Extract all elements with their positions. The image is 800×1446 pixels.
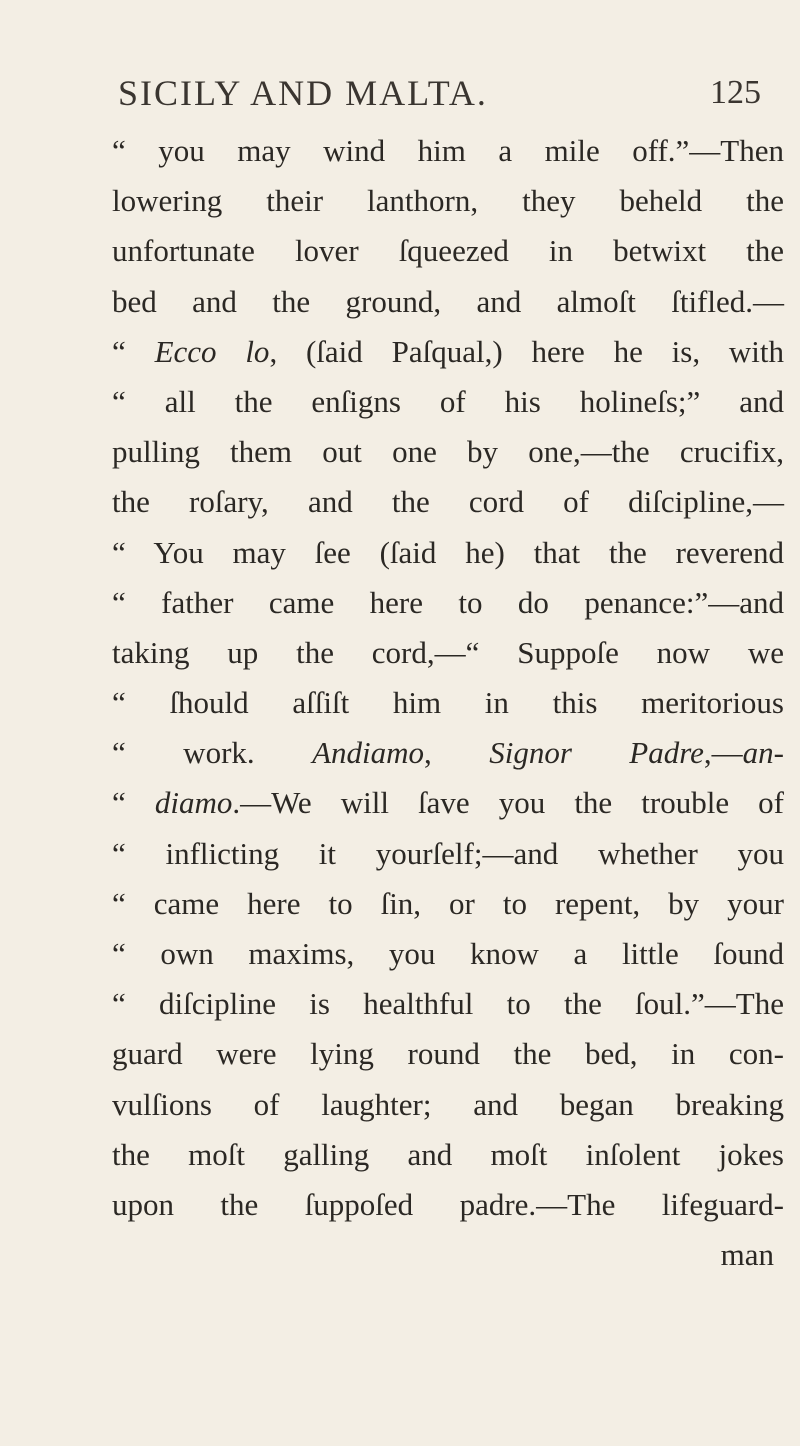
text-line: upon the ſuppoſed padre.—The lifeguard- bbox=[112, 1186, 784, 1222]
text-line: “ all the enſigns of his holineſs;” and bbox=[112, 383, 784, 419]
page-number: 125 bbox=[710, 74, 761, 111]
text-run: , bbox=[424, 735, 490, 771]
text-line: “ came here to ſin, or to repent, by your bbox=[112, 885, 784, 921]
text-line: “ ſhould aſſiſt him in this meritorious bbox=[112, 685, 784, 721]
body-text bbox=[112, 126, 784, 1280]
italic-text: an- bbox=[742, 735, 784, 771]
text-line bbox=[112, 728, 784, 778]
text-line: the roſary, and the cord of diſcipline,— bbox=[112, 484, 784, 520]
text-line: “ father came here to do penance:”—and bbox=[112, 584, 784, 620]
text-run: “ bbox=[112, 333, 155, 369]
italic-text: Andiamo bbox=[312, 735, 425, 771]
text-line: the moſt galling and moſt inſolent jokes bbox=[112, 1136, 784, 1172]
text-line: unfortunate lover ſqueezed in betwixt the bbox=[112, 233, 784, 269]
text-line: guard were lying round the bed, in con- bbox=[112, 1036, 784, 1072]
text-line: “ you may wind him a mile off.”—Then bbox=[112, 133, 784, 168]
text-run: “ work. bbox=[112, 735, 313, 771]
italic-text: Signor Padre bbox=[489, 735, 704, 771]
text-run: .—We will ſave you the trouble of bbox=[232, 785, 784, 821]
text-line: lowering their lanthorn, they beheld the bbox=[112, 183, 784, 219]
text-line: “ You may ſee (ſaid he) that the reverend bbox=[112, 534, 784, 570]
text-line: “ inflicting it yourſelf;—and whether you bbox=[112, 835, 784, 871]
text-run: “ bbox=[112, 785, 155, 821]
text-run: ,— bbox=[703, 735, 743, 771]
text-line: taking up the cord,—“ Suppoſe now we bbox=[112, 634, 784, 670]
italic-text: diamo bbox=[154, 785, 233, 821]
italic-text: Ecco lo bbox=[154, 333, 270, 369]
catchword: man bbox=[720, 1237, 774, 1273]
text-line: “ own maxims, you know a little ſound bbox=[112, 936, 784, 971]
text-run: , (ſaid Paſqual,) here he is, with bbox=[269, 333, 784, 369]
text-line: pulling them out one by one,—the crucifix, bbox=[112, 434, 784, 470]
text-line: vulſions of laughter; and began breaking bbox=[112, 1086, 784, 1122]
text-line: bed and the ground, and almoſt ſtifled.— bbox=[112, 283, 784, 319]
text-line: “ diſcipline is healthful to the ſoul.”—The bbox=[112, 986, 784, 1022]
text-line bbox=[112, 327, 784, 377]
text-line bbox=[112, 778, 784, 828]
running-title: SICILY AND MALTA. bbox=[118, 73, 488, 113]
